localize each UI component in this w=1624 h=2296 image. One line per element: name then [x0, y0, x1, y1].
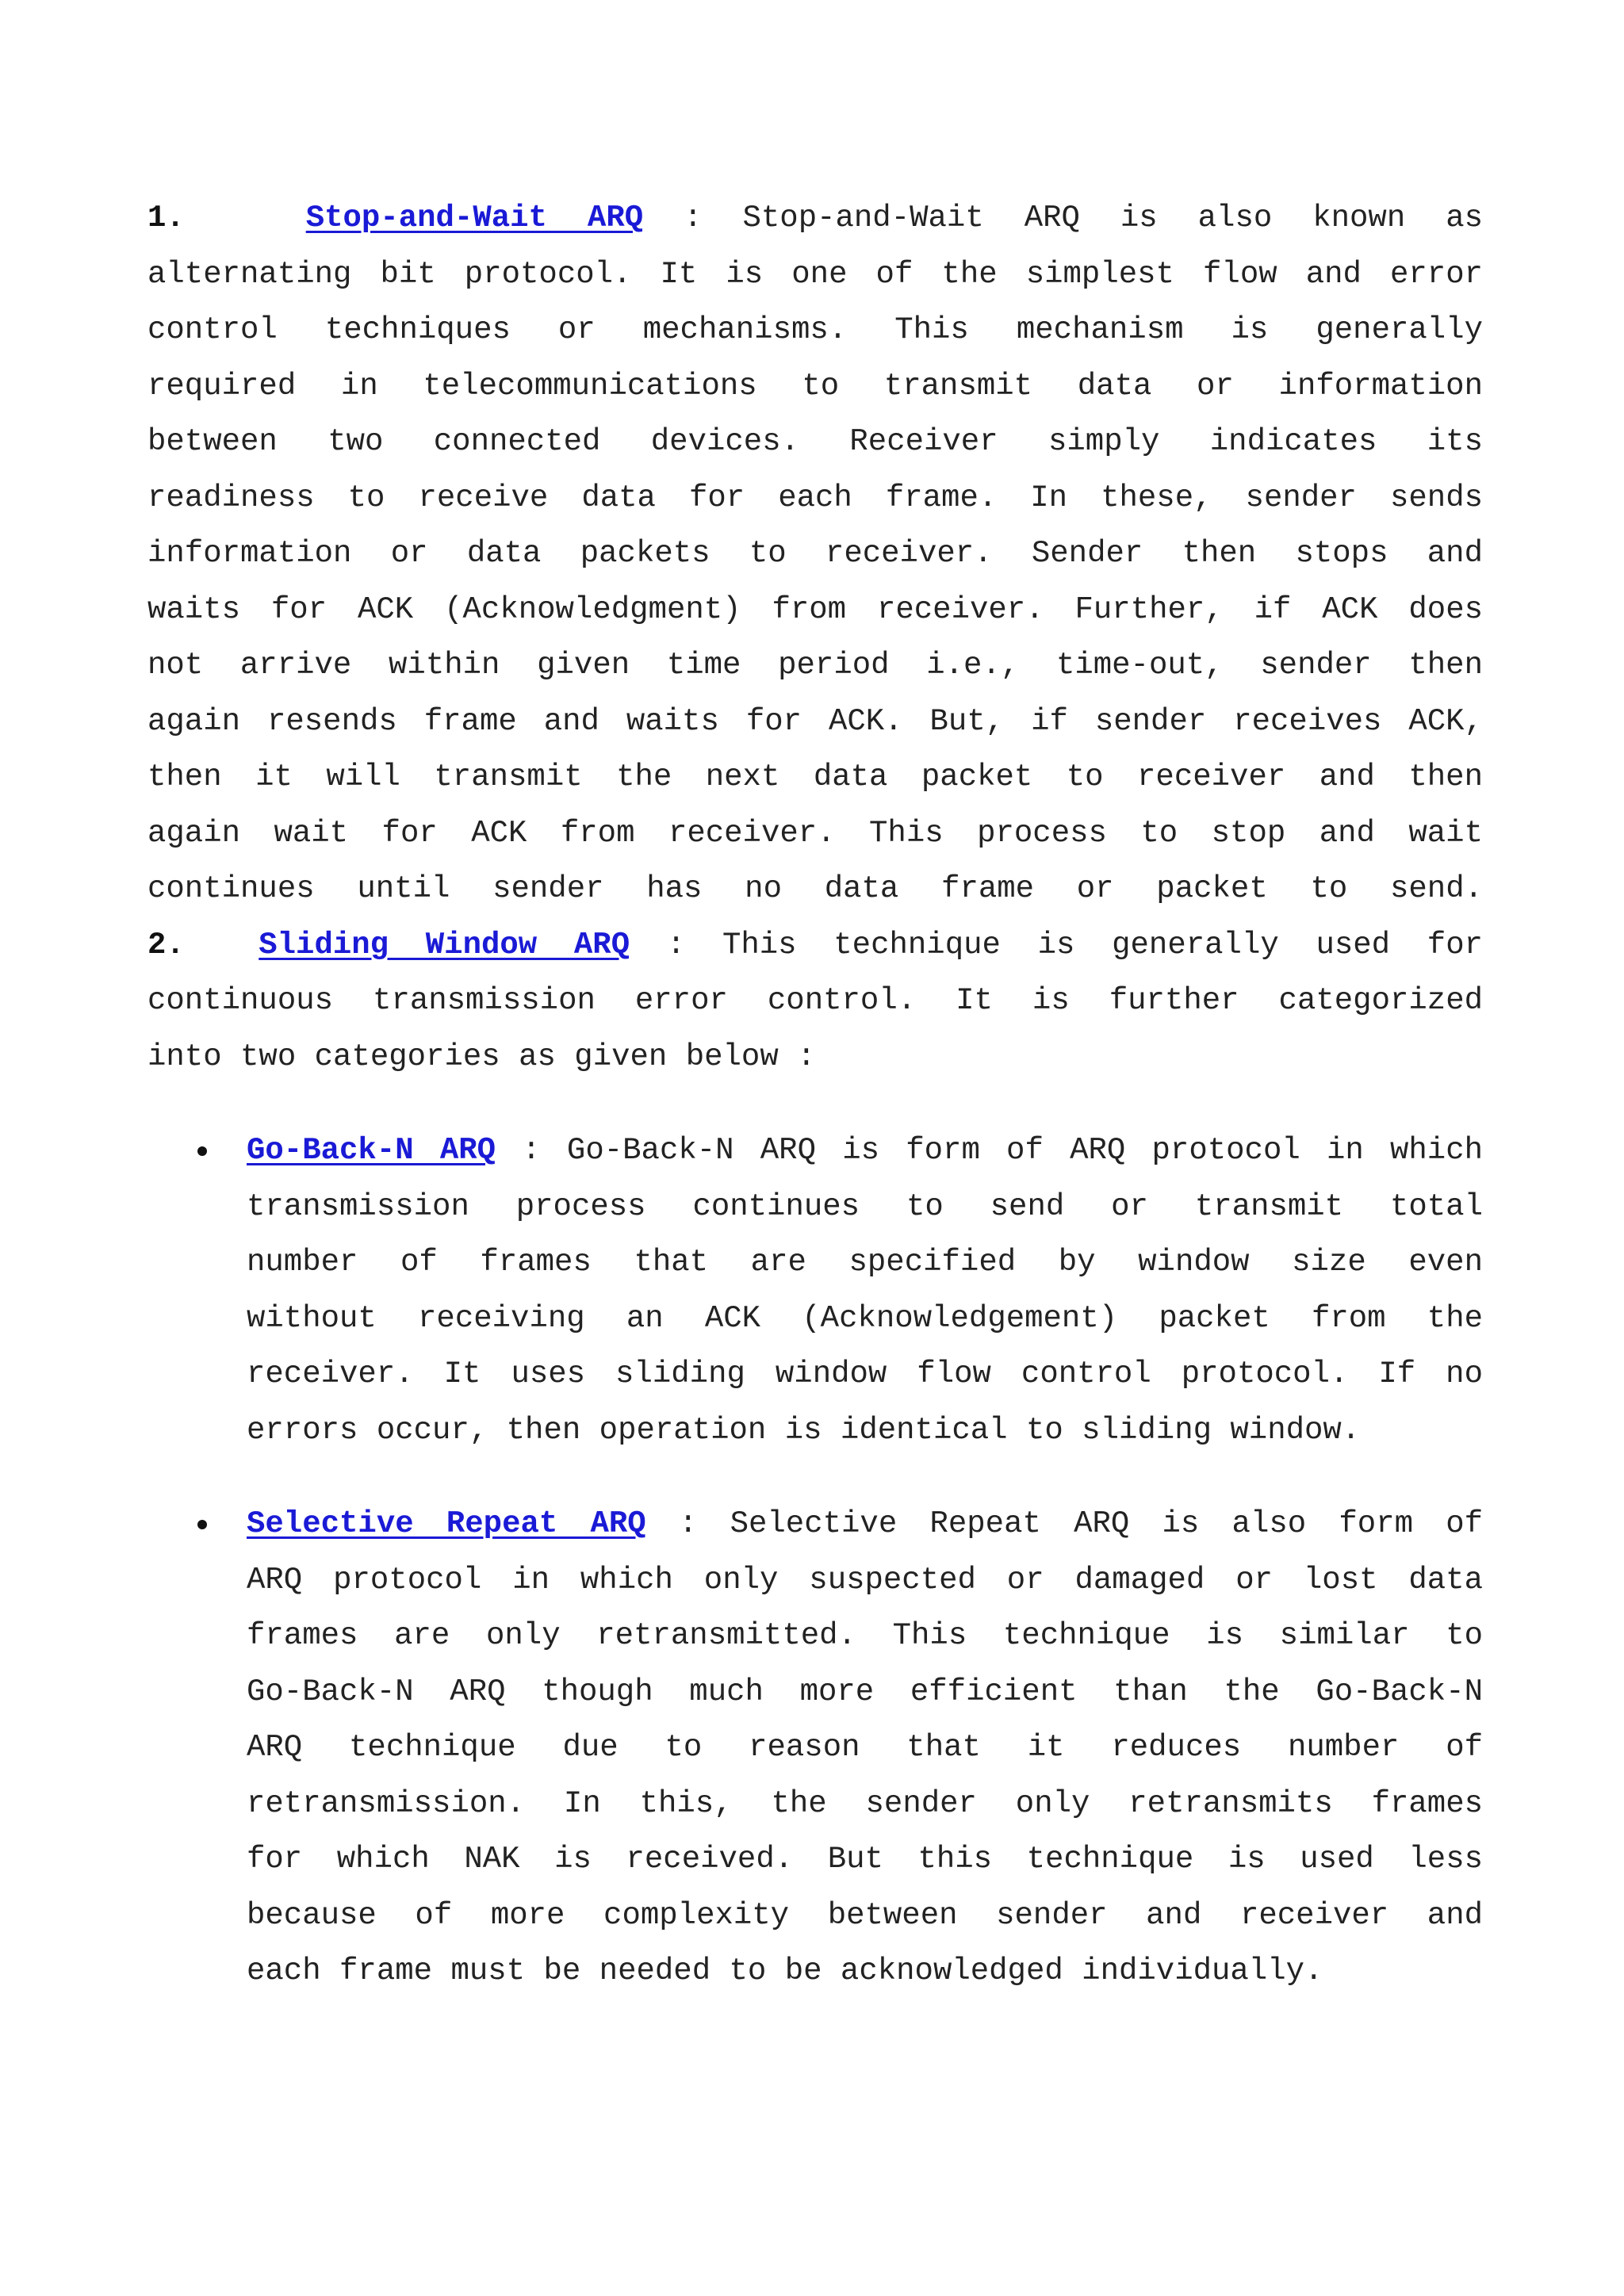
- text-line: information or data packets to receiver. Sender then stops and: [147, 536, 1483, 571]
- text-line: not arrive within given time period i.e., time-out, sender then: [147, 648, 1483, 683]
- selective-repeat-arq-link[interactable]: Selective Repeat ARQ: [247, 1506, 646, 1541]
- list-item-selective-repeat: [247, 1496, 1483, 1999]
- section-2-first-line: [147, 917, 1483, 974]
- term-separator: :: [522, 1133, 541, 1168]
- text-line: frames are only retransmitted. This technique is similar to: [247, 1618, 1483, 1653]
- text-line: for which NAK is received. But this technique is used less: [247, 1842, 1483, 1877]
- sliding-window-arq-link[interactable]: Sliding Window ARQ: [259, 927, 630, 962]
- term-separator: :: [666, 927, 686, 962]
- text-line: continuous transmission error control. It is further categorized: [147, 983, 1483, 1018]
- text-line: each frame must be needed to be acknowledged individually.: [247, 1954, 1323, 1988]
- text-line: ARQ technique due to reason that it reduces number of: [247, 1730, 1483, 1765]
- text-line: receiver. It uses sliding window flow control protocol. If no: [247, 1357, 1483, 1391]
- section-stop-and-wait: [147, 190, 1483, 917]
- text-line: alternating bit protocol. It is one of the simplest flow and error: [147, 256, 1483, 292]
- text-line: ARQ protocol in which only suspected or damaged or lost data: [247, 1562, 1483, 1598]
- text-line: Selective Repeat ARQ is also form of: [730, 1506, 1484, 1541]
- text-line: Go-Back-N ARQ though much more efficient than the Go-Back-N: [247, 1674, 1483, 1709]
- text-line: number of frames that are specified by window size even: [247, 1245, 1483, 1280]
- list-item-go-back-n: [247, 1123, 1483, 1458]
- arq-types-list: [147, 1123, 1483, 1999]
- text-line: errors occur, then operation is identical to sliding window.: [247, 1412, 1361, 1448]
- text-line: between two connected devices. Receiver simply indicates its: [147, 424, 1483, 459]
- text-line: This technique is generally used for: [722, 927, 1484, 962]
- text-line: Go-Back-N ARQ is form of ARQ protocol in which: [566, 1133, 1484, 1168]
- text-line: again resends frame and waits for ACK. But, if sender receives ACK,: [147, 703, 1483, 739]
- go-back-n-arq-link[interactable]: Go-Back-N ARQ: [247, 1133, 496, 1168]
- text-line: because of more complexity between sender and receiver and: [247, 1897, 1483, 1933]
- term-separator: :: [684, 201, 703, 235]
- text-line: required in telecommunications to transmit data or information: [147, 368, 1483, 404]
- text-line: again wait for ACK from receiver. This process to stop and wait: [147, 815, 1483, 851]
- term-separator: :: [678, 1506, 698, 1541]
- text-line: Stop-and-Wait ARQ is also known as: [742, 201, 1484, 235]
- text-line: without receiving an ACK (Acknowledgement) packet from the: [247, 1300, 1483, 1336]
- stop-and-wait-arq-link[interactable]: Stop-and-Wait ARQ: [305, 201, 644, 235]
- text-line: waits for ACK (Acknowledgment) from receiver. Further, if ACK does: [147, 591, 1483, 627]
- text-line: readiness to receive data for each frame. In these, sender sends: [147, 480, 1483, 515]
- text-line: control techniques or mechanisms. This mechanism is generally: [147, 312, 1483, 347]
- document-page: [147, 190, 1483, 2038]
- text-line: into two categories as given below :: [147, 1039, 816, 1074]
- section-sliding-window: [147, 917, 1483, 1085]
- bullet-icon: [197, 1520, 207, 1529]
- section-number: 1.: [147, 201, 185, 235]
- text-line: transmission process continues to send or transmit total: [247, 1188, 1483, 1224]
- bullet-icon: [197, 1146, 207, 1156]
- section-1-first-line: [147, 190, 1483, 247]
- section-number: 2.: [147, 927, 185, 962]
- bullet-first-line: [247, 1123, 1483, 1179]
- text-line: retransmission. In this, the sender only retransmits frames: [247, 1785, 1483, 1821]
- text-line: then it will transmit the next data packet to receiver and then: [147, 760, 1483, 794]
- bullet-first-line: [247, 1496, 1483, 1552]
- text-line: continues until sender has no data frame or packet to send.: [147, 871, 1483, 906]
